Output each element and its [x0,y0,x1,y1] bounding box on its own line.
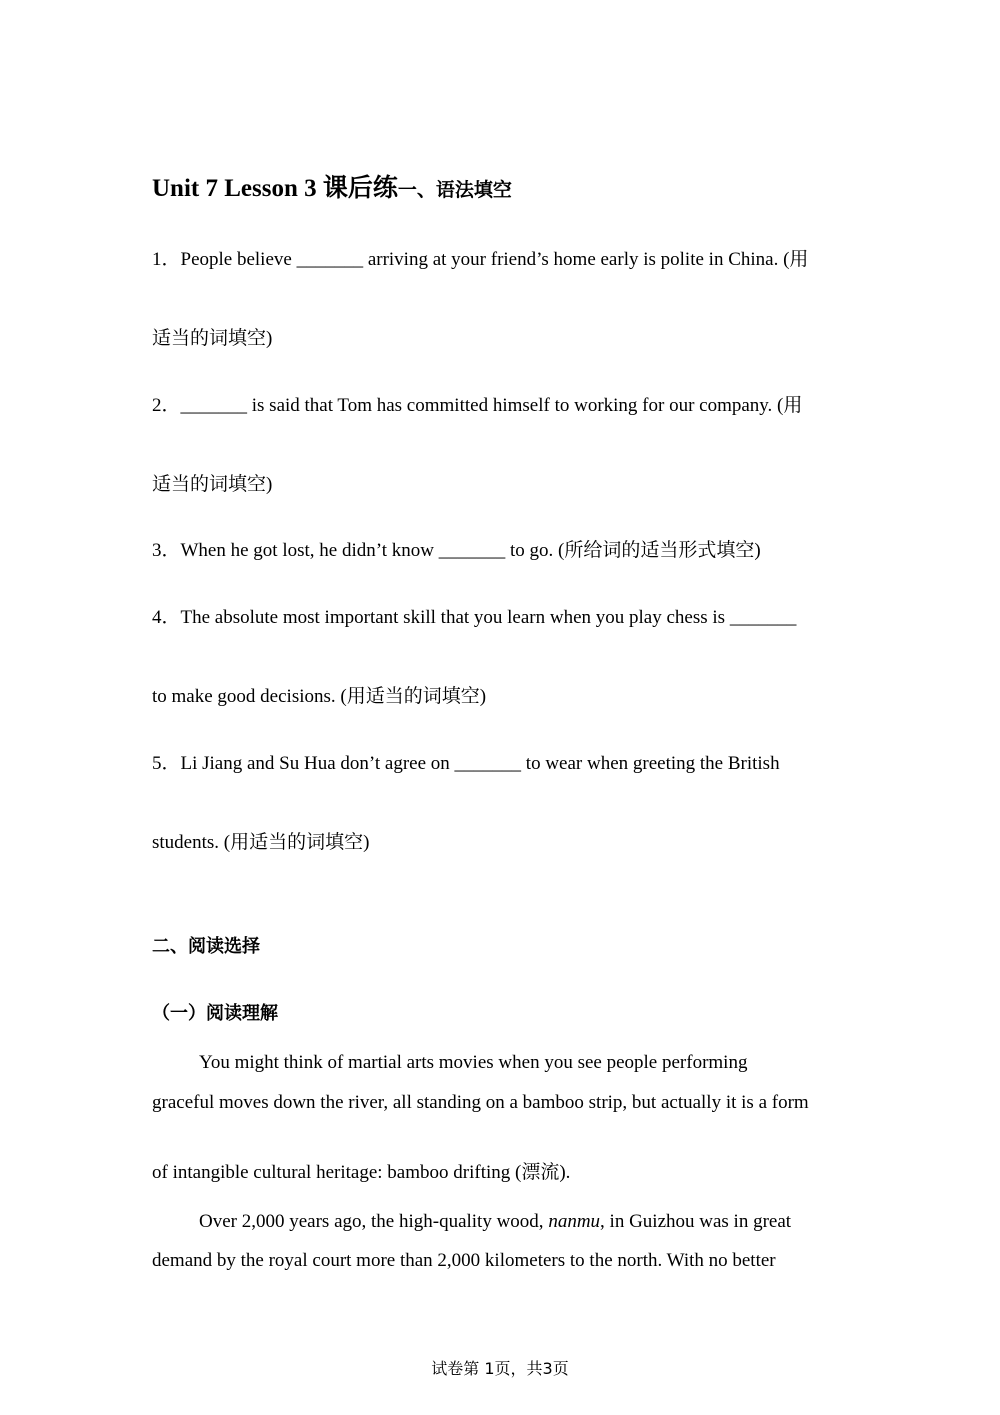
passage-p1-line-3: of intangible cultural heritage: bamboo drifting (漂流). [152,1162,571,1183]
passage-p2-line-1 [199,1211,791,1233]
passage-p2-text-a: Over 2,000 years ago, the high-quality wood, [199,1211,549,1232]
question-4-line-1: 4．The absolute most important skill that you learn when you play chess is _______ [152,607,797,628]
question-2-line-1: 2．_______ is said that Tom has committed himself to working for our company. (用 [152,395,803,416]
question-4-line-2: to make good decisions. (用适当的词填空) [152,686,487,707]
section-2-subheading: （一）阅读理解 [152,1003,278,1024]
passage-p2-text-b: , in Guizhou was in great [600,1211,792,1232]
question-5-line-1: 5．Li Jiang and Su Hua don’t agree on _______ to wear when greeting the British [152,753,780,774]
section-2-heading: 二、阅读选择 [152,936,260,957]
page-title [152,168,512,204]
question-5-line-2: students. (用适当的词填空) [152,832,370,853]
question-1-line-1: 1．People believe _______ arriving at your friend’s home early is polite in China. (用 [152,249,809,270]
passage-p2-line-2: demand by the royal court more than 2,000 kilometers to the north. With no better [152,1250,776,1271]
section-1-heading: 一、语法填空 [397,179,512,201]
passage-p2-italic-term: nanmu [548,1211,601,1232]
question-2-line-2: 适当的词填空) [152,474,273,495]
question-3-line-1: 3．When he got lost, he didn’t know _______ to go. (所给词的适当形式填空) [152,540,761,561]
page-footer: 试卷第 1页，共3页 [431,1359,569,1378]
title-main: Unit 7 Lesson 3 课后练 [152,175,398,202]
question-1-line-2: 适当的词填空) [152,328,273,349]
passage-p1-line-1: You might think of martial arts movies when you see people performing [199,1052,748,1073]
passage-p1-line-2: graceful moves down the river, all standing on a bamboo strip, but actually it is a form [152,1092,809,1113]
